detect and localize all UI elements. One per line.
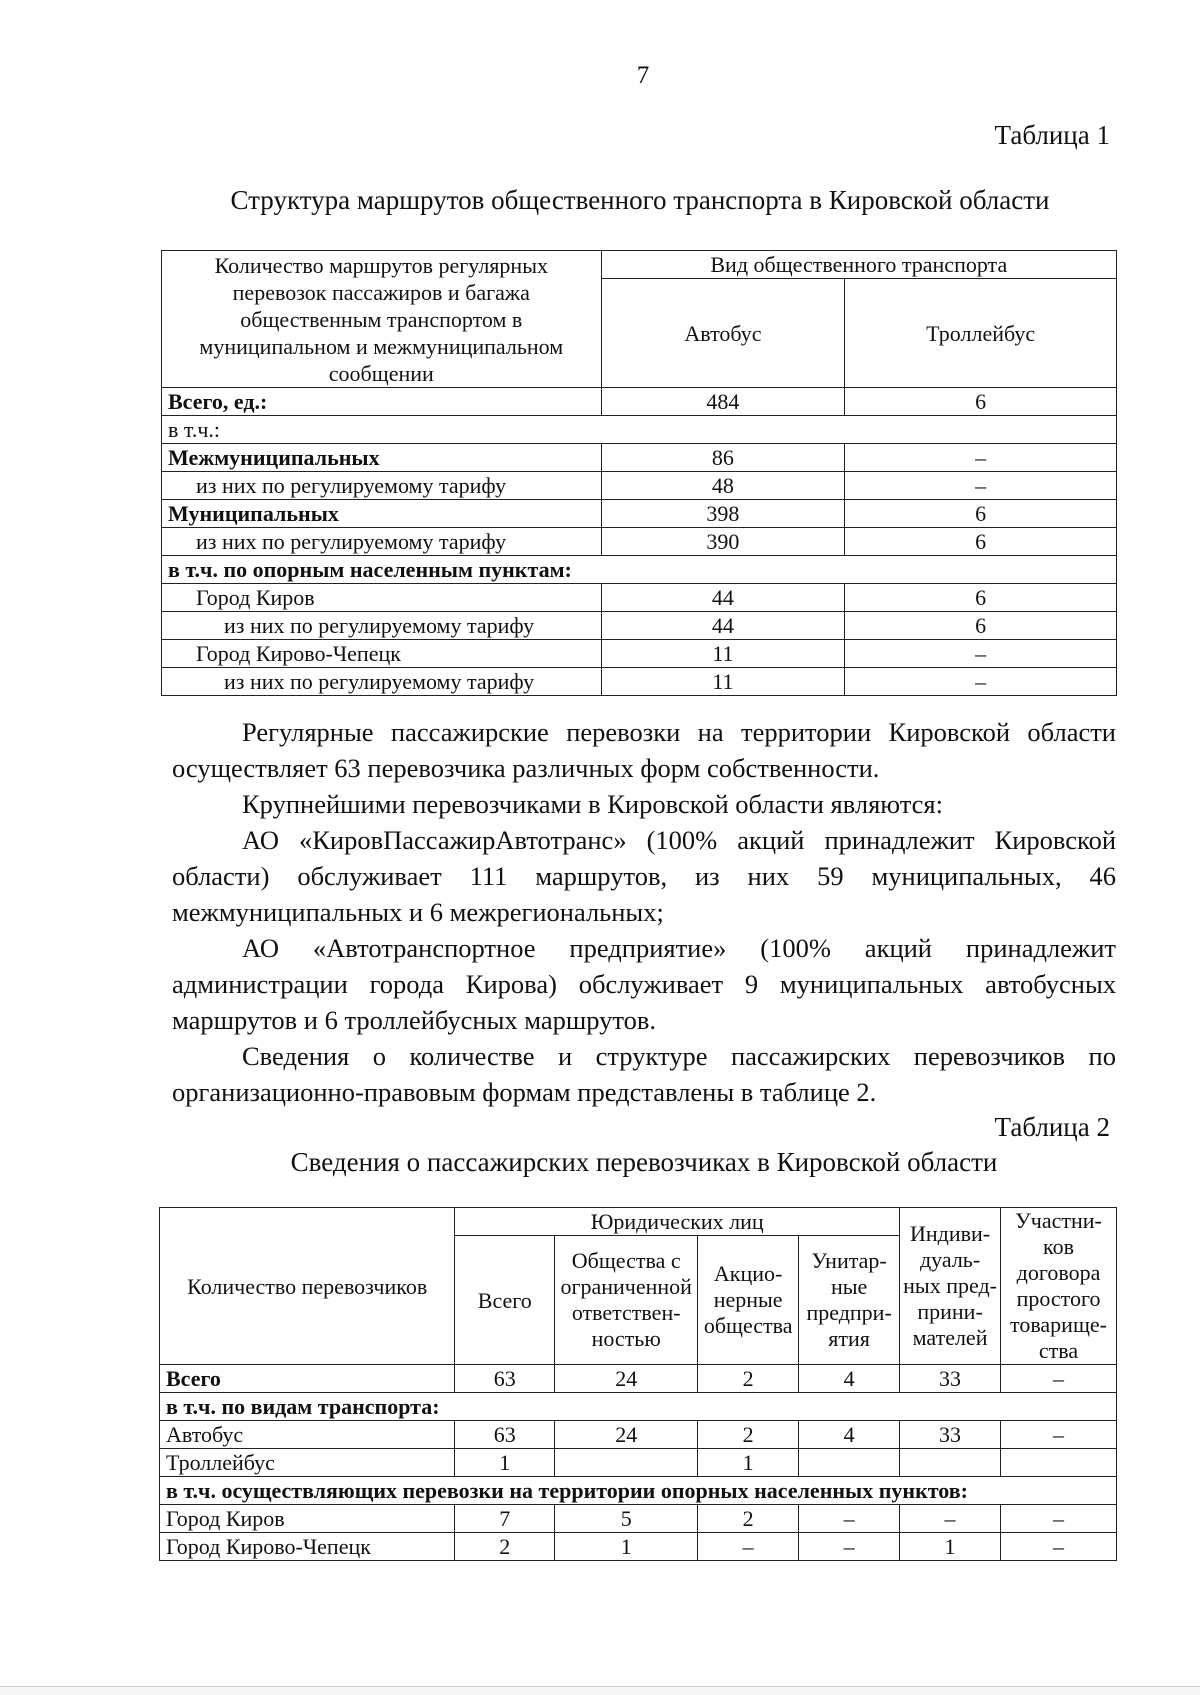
cell-value: – bbox=[900, 1505, 1001, 1533]
row-label: Муниципальных bbox=[162, 500, 602, 528]
page-bottom-edge bbox=[0, 1686, 1200, 1695]
row-label: Город Киров bbox=[162, 584, 602, 612]
cell-value bbox=[555, 1449, 698, 1477]
cell-trolley: 6 bbox=[845, 612, 1117, 640]
cell-value: 1 bbox=[455, 1449, 555, 1477]
routes-table bbox=[161, 250, 1117, 696]
cell-trolley: – bbox=[845, 444, 1117, 472]
table-row bbox=[160, 1449, 1117, 1477]
table-header-row bbox=[160, 1208, 1117, 1236]
table-row bbox=[162, 500, 1117, 528]
cell-value: 63 bbox=[455, 1365, 555, 1393]
cell-trolley: – bbox=[845, 640, 1117, 668]
table-row bbox=[162, 668, 1117, 696]
table-row bbox=[160, 1393, 1117, 1421]
table1-label: Таблица 1 bbox=[994, 120, 1110, 150]
cell-bus: 11 bbox=[601, 668, 845, 696]
paragraph: АО «Автотранспортное предприятие» (100% акций принадлежит администрации города Кирова) обслуживает 9 муниципальных автобусных маршрутов и 6 троллейбусных маршрутов. bbox=[172, 933, 1116, 1035]
table-row bbox=[162, 640, 1117, 668]
cell-value: 63 bbox=[455, 1421, 555, 1449]
header-total: Всего bbox=[455, 1236, 555, 1365]
table2-title: Сведения о пассажирских перевозчиках в Кировской области bbox=[290, 1147, 998, 1177]
paragraph: АО «КировПассажирАвтотранс» (100% акций принадлежит Кировской области) обслуживает 111 маршрутов, из них 59 муниципальных, 46 межмуниципальных и 6 межрегиональных; bbox=[172, 825, 1116, 927]
header-unitary: Унитар-ные предпри-ятия bbox=[799, 1236, 900, 1365]
row-label: в т.ч. по опорным населенным пунктам: bbox=[162, 556, 1117, 584]
cell-value: 4 bbox=[799, 1421, 900, 1449]
row-label: Всего, ед.: bbox=[162, 388, 602, 416]
table-row bbox=[162, 472, 1117, 500]
cell-value: 1 bbox=[900, 1533, 1001, 1561]
row-label: Троллейбус bbox=[160, 1449, 455, 1477]
cell-value: – bbox=[799, 1505, 900, 1533]
row-label: Город Киров bbox=[160, 1505, 455, 1533]
header-carrier-count: Количество перевозчиков bbox=[160, 1208, 455, 1365]
header-individual-entrepreneurs: Индиви-дуаль-ных пред-прини-мателей bbox=[900, 1208, 1001, 1365]
table-row bbox=[162, 556, 1117, 584]
table-row bbox=[160, 1365, 1117, 1393]
cell-value: 4 bbox=[799, 1365, 900, 1393]
row-label: в т.ч.: bbox=[162, 416, 1117, 444]
header-llc: Общества с ограниченной ответствен-ностью bbox=[555, 1236, 698, 1365]
header-route-count: Количество маршрутов регулярных перевозок пассажиров и багажа общественным транспортом в муниципальном и межмуниципальном сообщении bbox=[162, 251, 602, 388]
header-partnership-participants: Участни-ков договора простого товарище-ства bbox=[1001, 1208, 1117, 1365]
cell-value: 2 bbox=[698, 1421, 799, 1449]
cell-value bbox=[900, 1449, 1001, 1477]
row-label: из них по регулируемому тарифу bbox=[162, 668, 602, 696]
cell-value: 24 bbox=[555, 1421, 698, 1449]
table-row bbox=[160, 1533, 1117, 1561]
table-header-row bbox=[162, 251, 1117, 279]
cell-bus: 484 bbox=[601, 388, 845, 416]
cell-value: – bbox=[698, 1533, 799, 1561]
row-label: из них по регулируемому тарифу bbox=[162, 528, 602, 556]
row-label: из них по регулируемому тарифу bbox=[162, 612, 602, 640]
cell-value: – bbox=[1001, 1421, 1117, 1449]
page-number: 7 bbox=[636, 62, 650, 89]
cell-value: 2 bbox=[698, 1505, 799, 1533]
table-row bbox=[162, 388, 1117, 416]
table1-title: Структура маршрутов общественного транспорта в Кировской области bbox=[230, 185, 1050, 215]
body-text bbox=[172, 714, 1116, 1110]
table-row bbox=[162, 416, 1117, 444]
cell-value: 33 bbox=[900, 1421, 1001, 1449]
cell-value bbox=[1001, 1449, 1117, 1477]
cell-trolley: 6 bbox=[845, 500, 1117, 528]
cell-value bbox=[799, 1449, 900, 1477]
header-legal-entities: Юридических лиц bbox=[455, 1208, 900, 1236]
row-label: Всего bbox=[160, 1365, 455, 1393]
paragraph: Крупнейшими перевозчиками в Кировской области являются: bbox=[242, 789, 943, 819]
header-jsc: Акцио-нерные общества bbox=[698, 1236, 799, 1365]
cell-value: 7 bbox=[455, 1505, 555, 1533]
table-row bbox=[162, 612, 1117, 640]
cell-bus: 48 bbox=[601, 472, 845, 500]
cell-value: 5 bbox=[555, 1505, 698, 1533]
cell-bus: 44 bbox=[601, 584, 845, 612]
cell-bus: 86 bbox=[601, 444, 845, 472]
row-label: Автобус bbox=[160, 1421, 455, 1449]
cell-value: – bbox=[1001, 1533, 1117, 1561]
table-row bbox=[162, 528, 1117, 556]
cell-bus: 390 bbox=[601, 528, 845, 556]
cell-bus: 44 bbox=[601, 612, 845, 640]
cell-value: 2 bbox=[698, 1365, 799, 1393]
header-trolleybus: Троллейбус bbox=[845, 279, 1117, 388]
cell-trolley: – bbox=[845, 668, 1117, 696]
cell-value: 2 bbox=[455, 1533, 555, 1561]
paragraph: Сведения о количестве и структуре пассажирских перевозчиков по организационно-правовым формам представлены в таблице 2. bbox=[172, 1041, 1116, 1107]
header-bus: Автобус bbox=[601, 279, 845, 388]
cell-value: – bbox=[1001, 1505, 1117, 1533]
cell-value: – bbox=[799, 1533, 900, 1561]
row-label: в т.ч. осуществляющих перевозки на территории опорных населенных пунктов: bbox=[160, 1477, 1117, 1505]
paragraph: Регулярные пассажирские перевозки на территории Кировской области осуществляет 63 перевозчика различных форм собственности. bbox=[172, 717, 1116, 783]
cell-trolley: 6 bbox=[845, 528, 1117, 556]
cell-value: 33 bbox=[900, 1365, 1001, 1393]
carriers-table bbox=[159, 1207, 1117, 1561]
table-row bbox=[162, 444, 1117, 472]
cell-bus: 398 bbox=[601, 500, 845, 528]
table2-label: Таблица 2 bbox=[994, 1112, 1110, 1142]
table-row bbox=[160, 1477, 1117, 1505]
table-row bbox=[162, 584, 1117, 612]
cell-bus: 11 bbox=[601, 640, 845, 668]
row-label: из них по регулируемому тарифу bbox=[162, 472, 602, 500]
table-row bbox=[160, 1421, 1117, 1449]
row-label: Город Кирово-Чепецк bbox=[162, 640, 602, 668]
row-label: в т.ч. по видам транспорта: bbox=[160, 1393, 1117, 1421]
cell-value: 1 bbox=[555, 1533, 698, 1561]
cell-value: 24 bbox=[555, 1365, 698, 1393]
cell-trolley: – bbox=[845, 472, 1117, 500]
header-transport-type: Вид общественного транспорта bbox=[601, 251, 1116, 279]
row-label: Город Кирово-Чепецк bbox=[160, 1533, 455, 1561]
row-label: Межмуниципальных bbox=[162, 444, 602, 472]
cell-value: – bbox=[1001, 1365, 1117, 1393]
cell-trolley: 6 bbox=[845, 584, 1117, 612]
table-row bbox=[160, 1505, 1117, 1533]
cell-value: 1 bbox=[698, 1449, 799, 1477]
cell-trolley: 6 bbox=[845, 388, 1117, 416]
